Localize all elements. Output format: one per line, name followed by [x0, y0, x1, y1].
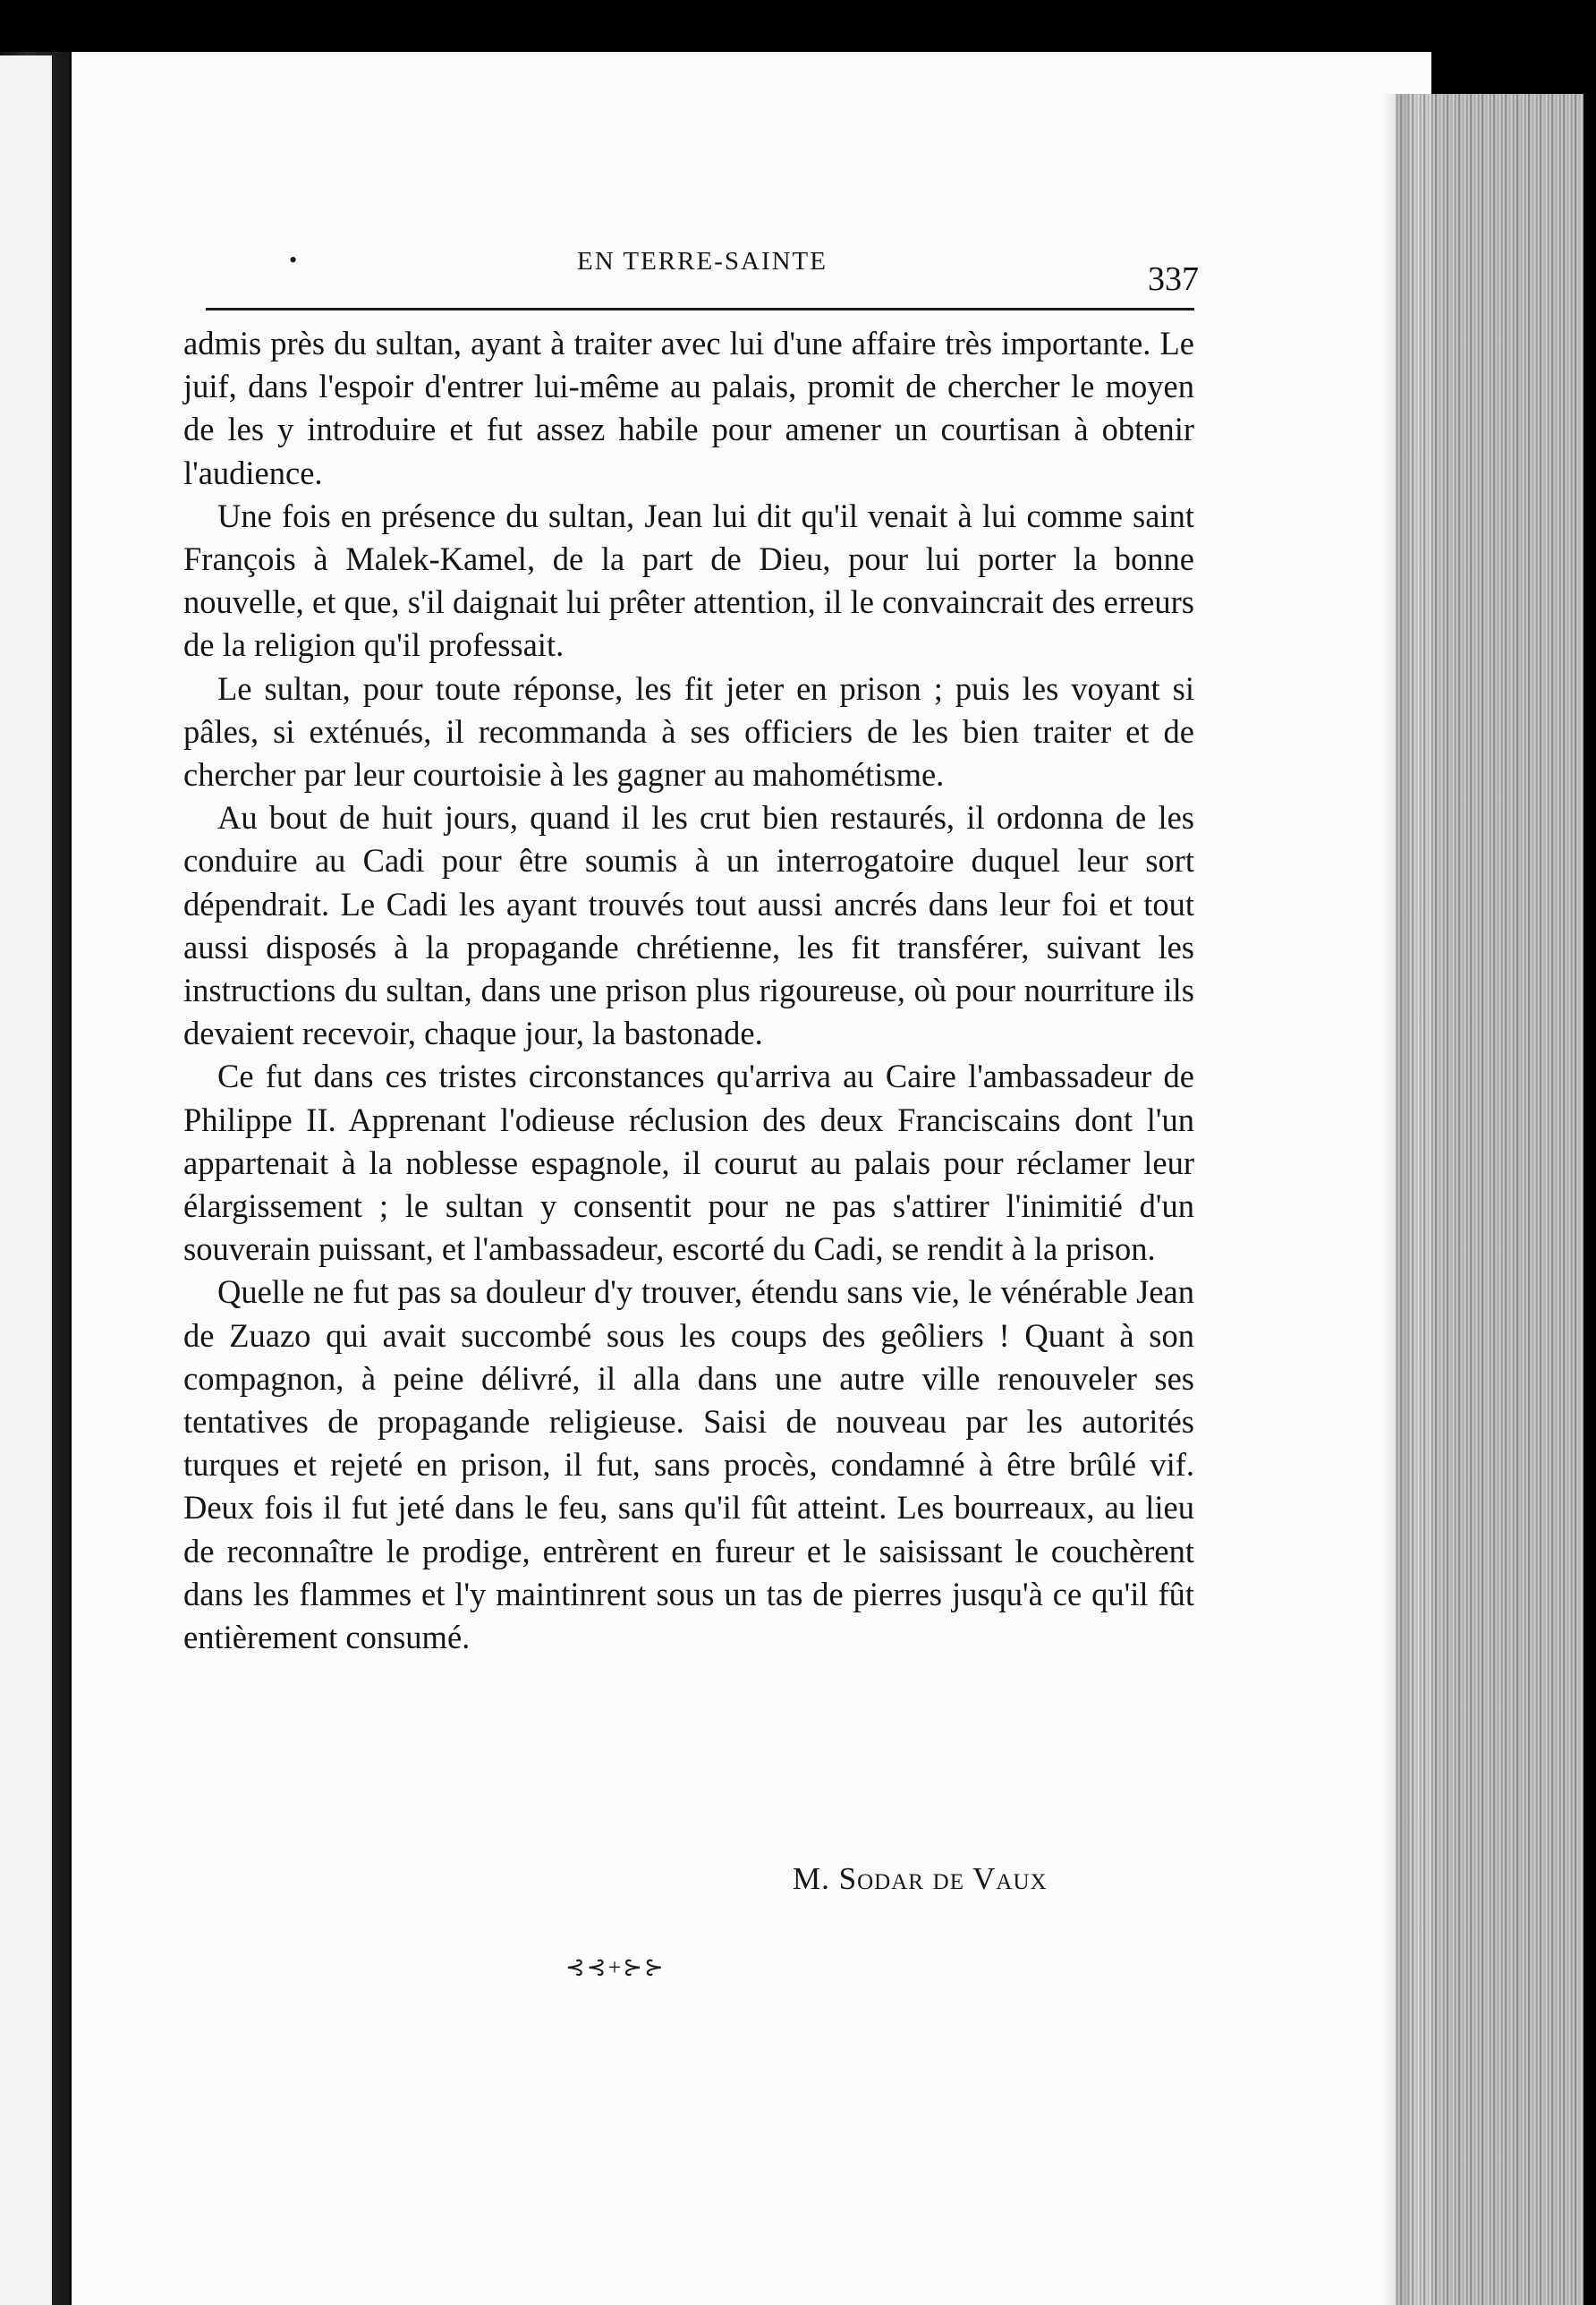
running-head: [206, 247, 1199, 301]
paragraph-continued: admis près du sultan, ayant à traiter avec lui d'une affaire très importante. Le juif, dans l'espoir d'entrer lui-même au palais, promit de chercher le moyen de les y introduire et fut assez habile pour amener un courtisan à obtenir l'audience.: [183, 325, 1194, 491]
body-text: [183, 322, 1194, 1659]
paragraph: Une fois en présence du sultan, Jean lui dit qu'il venait à lui comme saint François à Malek-Kamel, de la part de Dieu, pour lui porter la bonne nouvelle, et que, s'il daignait lui prêter attention, il le convaincrait des erreurs de la religion qu'il professait.: [183, 497, 1194, 664]
fore-edge-shadow: [1382, 94, 1409, 2305]
author-signature: M. Sodar de Vaux: [793, 1861, 1048, 1896]
paragraph: Le sultan, pour toute réponse, les fit jeter en prison ; puis les voyant si pâles, si exténués, il recommanda à ses officiers de les bien traiter et de chercher par leur courtoisie à les gagner au mahométisme.: [183, 669, 1194, 794]
running-head-marker: •: [289, 247, 298, 273]
page-number: 337: [1148, 260, 1199, 298]
scan-border: [1583, 0, 1596, 2305]
running-title: EN TERRE-SAINTE: [577, 247, 828, 276]
end-ornament: ⊰⊰+⊱⊱: [565, 1954, 666, 1980]
page-fore-edge: [1396, 94, 1583, 2305]
paragraph: Ce fut dans ces tristes circonstances qu'arriva au Caire l'ambassadeur de Philippe II. Apprenant l'odieuse réclusion des deux Franciscains dont l'un appartenait à la noblesse espagnole, il courut au palais pour réclamer leur élargissement ; le sultan y consentit pour ne pas s'attirer l'inimitié d'un souverain puissant, et l'ambassadeur, escorté du Cadi, se rendit à la prison.: [183, 1058, 1194, 1268]
header-rule: [206, 308, 1194, 310]
paragraph: Quelle ne fut pas sa douleur d'y trouver, étendu sans vie, le vénérable Jean de Zuazo qui avait succombé sous les coups des geôliers ! Quant à son compagnon, à peine délivré, il alla dans une autre ville renouveler ses tentatives de propagande religieuse. Saisi de nouveau par les autorités turques et rejeté en prison, il fut, sans procès, condamné à être brûlé vif. Deux fois il fut jeté dans le feu, sans qu'il fût atteint. Les bourreaux, au lieu de reconnaître le prodige, entrèrent en fureur et le saisissant le couchèrent dans les flammes et l'y maintinrent sous un tas de pierres jusqu'à ce qu'il fût entièrement consumé.: [183, 1273, 1194, 1656]
paragraph: Au bout de huit jours, quand il les crut bien restaurés, il ordonna de les conduire au Cadi pour être soumis à un interrogatoire duquel leur sort dépendrait. Le Cadi les ayant trouvés tout aussi ancrés dans leur foi et tout aussi disposés à la propagande chrétienne, les fit transférer, suivant les instructions du sultan, dans une prison plus rigoureuse, où pour nourriture ils devaient recevoir, chaque jour, la bastonade.: [183, 799, 1194, 1052]
previous-page-edge: [0, 55, 55, 2305]
